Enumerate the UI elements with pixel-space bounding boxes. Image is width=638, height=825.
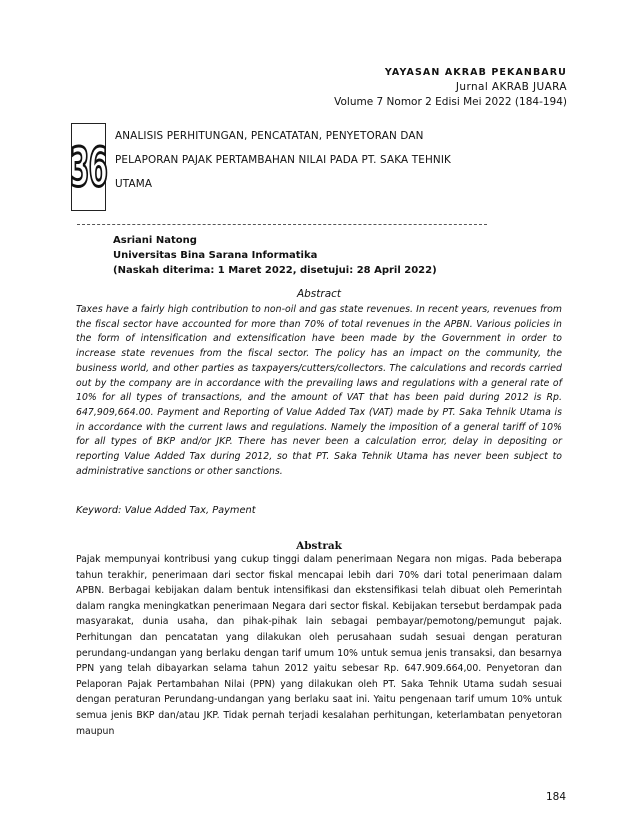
foundation-name: YAYASAN AKRAB PEKANBARU — [384, 67, 567, 78]
submission-dates: (Naskah diterima: 1 Maret 2022, disetujui: 28 April 2022) — [113, 265, 437, 276]
abstract-en-text: Taxes have a fairly high contribution to non-oil and gas state revenues. In recent years, revenues from the fiscal sector have accounted for more than 70% of total revenues in the APBN. Various policies in the form of intensification and extensification have been made by the Government in order to increase state revenues from the fiscal sector. The policy has an impact on the community, the business world, and other parties as taxpayers/cutters/collectors. The calculations and records carried out by the company are in accordance with the prevailing laws and regulations with a general rate of 10% for all types of transactions, and the amount of VAT that has been paid during 2012 is Rp. 647,909,664.00. Payment and Reporting of Value Added Tax (VAT) made by PT. Saka Tehnik Utama is in accordance with the current laws and regulations. Namely the imposition of a general tariff of 10% for all types of BKP and/or JKP. There has never been a calculation error, delay in depositing or reporting Value Added Tax during 2012, so that PT. Saka Tehnik Utama has never been subject to administrative sanctions or other sanctions. — [76, 304, 562, 477]
abstract-en-heading: Abstract — [296, 288, 342, 300]
author-name: Asriani Natong — [113, 235, 197, 246]
volume-info: Volume 7 Nomor 2 Edisi Mei 2022 (184-194) — [334, 96, 567, 108]
author-affiliation: Universitas Bina Sarana Informatika — [113, 250, 318, 261]
article-number: 36 — [70, 135, 107, 199]
article-title — [115, 124, 535, 196]
page-number: 184 — [545, 791, 566, 803]
title-divider — [77, 224, 487, 225]
title-line: ANALISIS PERHITUNGAN, PENCATATAN, PENYETORAN DAN — [115, 130, 424, 142]
abstract-id-heading: Abstrak — [296, 540, 342, 552]
title-line: UTAMA — [115, 178, 153, 190]
journal-name: Jurnal AKRAB JUARA — [455, 81, 567, 93]
abstract-id-text: Pajak mempunyai kontribusi yang cukup tinggi dalam penerimaan Negara non migas. Pada beberapa tahun terakhir, penerimaan dari sector fiskal mencapai lebih dari 70% dari total penerimaan dalam APBN. Berbagai kebijakan dalam bentuk intensifikasi dan ekstensifikasi telah dibuat oleh Pemerintah dalam rangka meningkatkan penerimaan Negara dari sector fiskal. Kebijakan tersebut berdampak pada masyarakat, dunia usaha, dan pihak-pihak lain sebagai pembayar/pemotong/pemungut pajak. Perhitungan dan pencatatan yang dilakukan oleh perusahaan sudah sesuai dengan peraturan perundang-undangan yang berlaku dengan tarif umum 10% untuk semua jenis transaksi, dan besarnya PPN yang telah dibayarkan selama tahun 2012 yaitu sebesar Rp. 647.909.664,00. Penyetoran dan Pelaporan Pajak Pertambahan Nilai (PPN) yang dilakukan oleh PT. Saka Tehnik Utama sudah sesuai dengan peraturan Perundang-undangan yang berlaku saat ini. Yaitu pengenaan tarif umum 10% untuk semua jenis BKP dan/atau JKP. Tidak pernah terjadi kesalahan perhitungan, keterlambatan penyetoran maupun — [76, 554, 562, 737]
keywords: Keyword: Value Added Tax, Payment — [76, 505, 256, 516]
title-line: PELAPORAN PAJAK PERTAMBAHAN NILAI PADA PT. SAKA TEHNIK — [115, 154, 452, 166]
article-number-box — [71, 123, 106, 211]
